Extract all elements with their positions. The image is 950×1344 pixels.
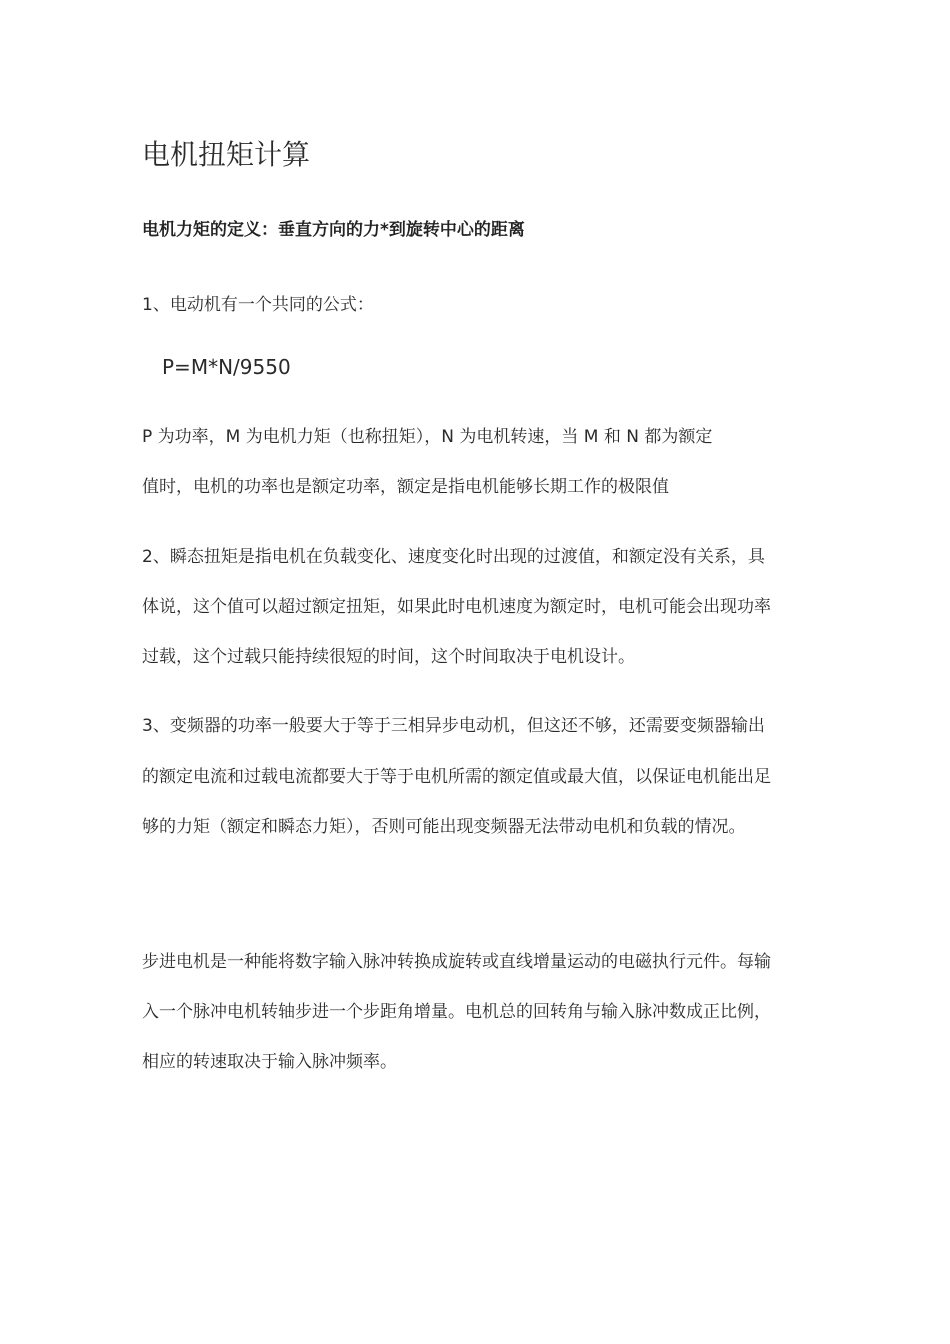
stepper-line: 入一个脉冲电机转轴步进一个步距角增量。电机总的回转角与输入脉冲数成正比例，: [142, 1002, 771, 1022]
item1-line: P 为功率，M 为电机力矩（也称扭矩），N 为电机转速，当 M 和 N 都为额定: [142, 427, 713, 447]
item3-line: 够的力矩（额定和瞬态力矩），否则可能出现变频器无法带动电机和负载的情况。: [142, 817, 746, 837]
item2-line: 2、瞬态扭矩是指电机在负载变化、速度变化时出现的过渡值，和额定没有关系，具: [142, 547, 765, 567]
item1-line: 值时，电机的功率也是额定功率，额定是指电机能够长期工作的极限值: [142, 477, 669, 497]
item3-line: 3、变频器的功率一般要大于等于三相异步电动机，但这还不够，还需要变频器输出: [142, 716, 765, 736]
power-formula: P=M*N/9550: [162, 355, 291, 379]
definition-heading: 电机力矩的定义：垂直方向的力*到旋转中心的距离: [142, 220, 525, 240]
item3-line: 的额定电流和过载电流都要大于等于电机所需的额定值或最大值，以保证电机能出足: [142, 767, 771, 787]
stepper-line: 步进电机是一种能将数字输入脉冲转换成旋转或直线增量运动的电磁执行元件。每输: [142, 952, 771, 972]
item1-heading: 1、电动机有一个共同的公式：: [142, 295, 374, 315]
page-title: 电机扭矩计算: [142, 138, 311, 171]
item2-line: 体说，这个值可以超过额定扭矩，如果此时电机速度为额定时，电机可能会出现功率: [142, 597, 771, 617]
item2-line: 过载，这个过载只能持续很短的时间，这个时间取决于电机设计。: [142, 647, 635, 667]
stepper-line: 相应的转速取决于输入脉冲频率。: [142, 1052, 397, 1072]
